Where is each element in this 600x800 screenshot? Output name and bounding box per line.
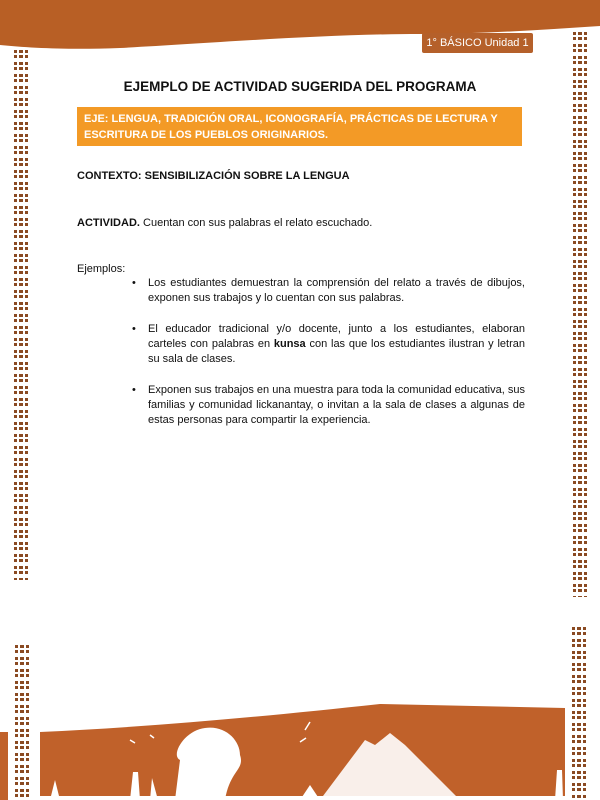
list-item: [148, 322, 525, 367]
context-heading: CONTEXTO: SENSIBILIZACIÓN SOBRE LA LENGUA: [77, 170, 350, 182]
eje-box: EJE: LENGUA, TRADICIÓN ORAL, ICONOGRAFÍA, PRÁCTICAS DE LECTURA Y ESCRITURA DE LOS PUEBLOS ORIGINARIOS.: [77, 107, 522, 146]
examples-list: [148, 276, 525, 444]
page-title: EJEMPLO DE ACTIVIDAD SUGERIDA DEL PROGRAMA: [123, 79, 477, 94]
right-pattern-border: [573, 32, 587, 597]
unit-label: 1° BÁSICO Unidad 1: [422, 33, 533, 53]
footer-landscape-illustration: [0, 700, 600, 800]
item-text: con las que los estudiantes ilustran y letran su sala de clases.: [148, 338, 525, 365]
activity-text: Cuentan con sus palabras el relato escuchado.: [139, 217, 373, 229]
list-item: • Los estudiantes demuestran la comprensión del relato a través de dibujos, exponen sus trabajos y lo cuentan con sus palabras.: [148, 276, 525, 306]
left-pattern-border: [14, 50, 28, 580]
list-item: • Exponen sus trabajos en una muestra para toda la comunidad educativa, sus familias y comunidad lickanantay, o invitan a la sala de clases a algunas de estas personas para compartir la experiencia.: [148, 383, 525, 428]
item-bold-word: kunsa: [273, 338, 306, 350]
activity-label: ACTIVIDAD.: [77, 217, 140, 229]
examples-label: Ejemplos:: [77, 263, 126, 275]
item-text: El educador tradicional y/o docente, junto a los estudiantes, elaboran carteles con palabras en: [148, 323, 525, 350]
activity-line: [77, 217, 372, 229]
